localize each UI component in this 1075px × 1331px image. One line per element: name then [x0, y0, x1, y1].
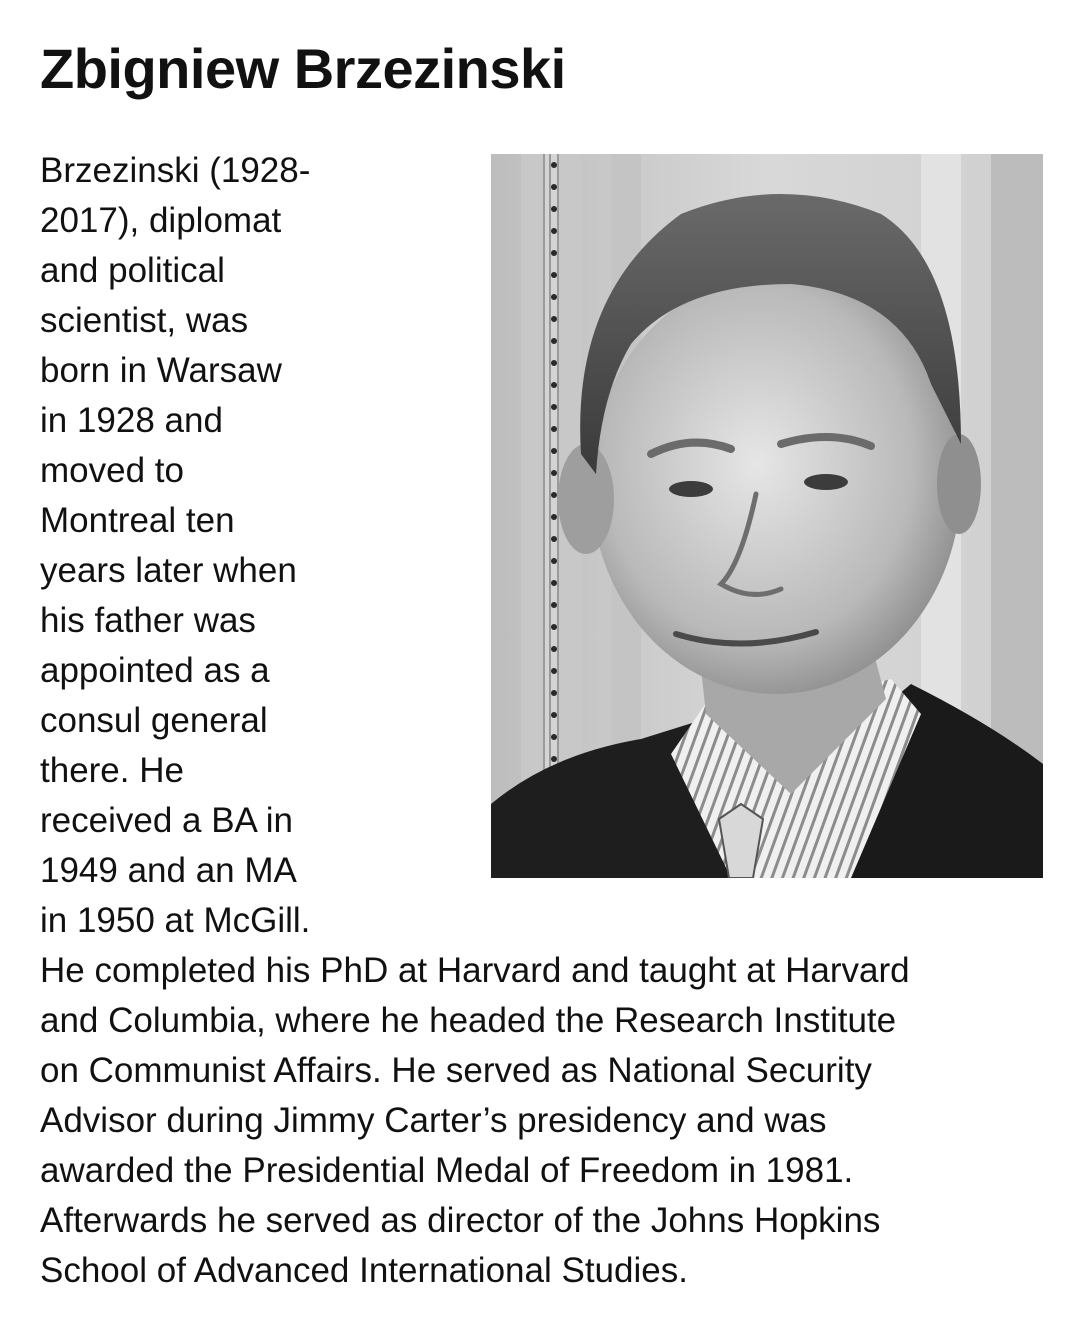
page-title: Zbigniew Brzezinski [40, 37, 566, 100]
bio-line: 2017), diplomat [40, 201, 282, 240]
bio-line: on Communist Affairs. He served as National Security [40, 1051, 872, 1090]
bio-line: and Columbia, where he headed the Research Institute [40, 1001, 897, 1040]
bio-line: there. He [40, 751, 184, 790]
bio-line: in 1950 at McGill. [40, 901, 311, 940]
bio-line: received a BA in [40, 801, 293, 840]
bio-line: years later when [40, 551, 297, 590]
bio-line: He completed his PhD at Harvard and taught at Harvard [40, 951, 910, 990]
bio-line: in 1928 and [40, 401, 223, 440]
bio-line: consul general [40, 701, 268, 740]
bio-line: School of Advanced International Studies. [40, 1251, 688, 1290]
bio-line: and political [40, 251, 225, 290]
portrait-photo [491, 154, 1043, 878]
bio-line: scientist, was [40, 301, 249, 340]
bio-line: awarded the Presidential Medal of Freedom in 1981. [40, 1151, 854, 1190]
bio-line: appointed as a [40, 651, 270, 690]
bio-line: his father was [40, 601, 256, 640]
bio-line: Montreal ten [40, 501, 235, 540]
bio-line: born in Warsaw [40, 351, 282, 390]
bio-line: Advisor during Jimmy Carter’s presidency and was [40, 1101, 827, 1140]
bio-line: 1949 and an MA [40, 851, 297, 890]
bio-line: moved to [40, 451, 184, 490]
bio-line: Brzezinski (1928- [40, 151, 311, 190]
bio-line: Afterwards he served as director of the Johns Hopkins [40, 1201, 881, 1240]
